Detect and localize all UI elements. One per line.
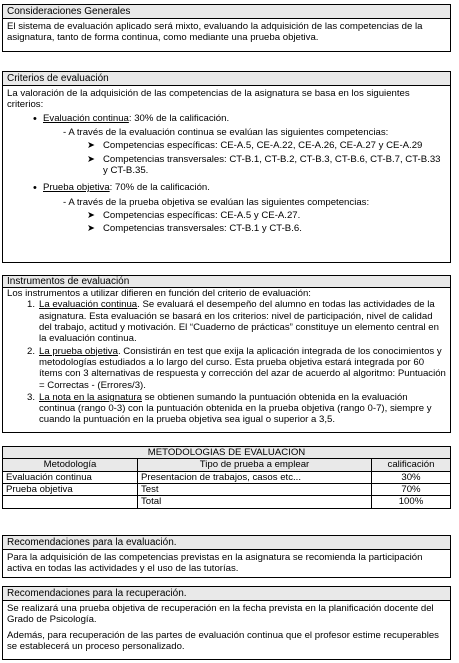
instrumento-item: 3. La nota en la asignatura se obtienen sumando la puntuación obtenida en la evaluación continua (rango 0-3) con la puntuación obtenida en la prueba objetiva (rango 0-7), siempre y cuando la puntuación en la prueba objetiva sea igual o superior a 3,5.	[27, 391, 432, 426]
consideraciones-section	[2, 4, 451, 52]
criterios-section	[2, 71, 451, 263]
criterio-sub: - A través de la prueba objetiva se evalúan las siguientes competencias:	[63, 196, 370, 208]
criterio-name: Evaluación continua	[43, 112, 129, 124]
table-row: Total 100%	[3, 496, 451, 508]
criterio-sub: - A través de la evaluación continua se evalúan las siguientes competencias:	[63, 126, 389, 138]
arrow-bullet-icon: ➤	[87, 140, 96, 152]
criterio-transversal: ➤ Competencias transversales: CT-B.1, CT-B.2, CT-B.3, CT-B.6, CT-B.7, CT-B.33 y CT-B.35.	[87, 153, 441, 176]
instrumentos-title: Instrumentos de evaluación	[3, 276, 450, 288]
recomendaciones-recuperacion-section	[2, 586, 451, 660]
criterio-item: • Evaluación continua: 30% de la calificación. - A través de la evaluación continua se evalúan las siguientes competencias: ➤ Competencias específicas: CE-A.5, CE-A.22, CE-A.26, CE-A.27 y CE-A.29 ➤ Competencias transversales: CT-B.1, CT-B.2, CT-B.3, CT-B.6, CT-B.7, CT-B.33 y CT-B.35.	[7, 113, 446, 177]
instrumentos-section	[2, 275, 451, 433]
table-row: Evaluación continua Presentacion de trabajos, casos etc... 30%	[3, 471, 451, 483]
header-calificacion: calificación	[372, 459, 451, 471]
recomendaciones-evaluacion-text: Para la adquisición de las competencias previstas en la asignatura se recomienda la participación activa en todas las actividades y el uso de las tutorías.	[7, 552, 423, 575]
criterio-item: • Prueba objetiva: 70% de la calificación. - A través de la prueba objetiva se evalúan las siguientes competencias: ➤ Competencias específicas: CE-A.5 y CE-A.27. ➤ Competencias transversales: CT-B.1 y CT-B.6.	[7, 182, 446, 234]
arrow-bullet-icon: ➤	[87, 153, 96, 165]
recomendaciones-evaluacion-section	[2, 535, 451, 578]
recomendaciones-recuperacion-title: Recomendaciones para la recuperación.	[3, 587, 450, 601]
header-metodologia: Metodología	[3, 459, 138, 471]
arrow-bullet-icon: ➤	[87, 209, 96, 221]
consideraciones-title: Consideraciones Generales	[3, 5, 450, 19]
criterios-title: Criterios de evaluación	[3, 72, 450, 86]
arrow-bullet-icon: ➤	[87, 223, 96, 235]
instrumentos-intro: Los instrumentos a utilizar difieren en función del criterio de evaluación:	[7, 288, 311, 299]
criterio-name: Prueba objetiva	[43, 182, 110, 194]
metodologias-table	[2, 446, 451, 510]
instrumento-item: 2. La prueba objetiva. Consistirán en test que exija la aplicación integrada de los conocimientos y metodologías estudiados a lo largo del curso. Esta prueba objetiva estará integrada por 60 ítems con 3 alternativas de respuesta y corrección del azar de acuerdo al algoritmo: Puntuación = Correctas - (Errores/3).	[27, 345, 446, 391]
recuperacion-text-1: Se realizará una prueba objetiva de recuperación en la fecha prevista en la planificación docente del Grado de Psicología.	[7, 603, 434, 626]
recuperacion-text-2: Además, para recuperación de las partes de evaluación continua que el profesor estime recuperables se establecerá un proceso personalizado.	[7, 629, 439, 652]
criterio-transversal: ➤ Competencias transversales: CT-B.1 y CT-B.6.	[87, 223, 302, 235]
metodologias-title: METODOLOGIAS DE EVALUACION	[3, 447, 451, 459]
criterio-specific: ➤ Competencias específicas: CE-A.5, CE-A.22, CE-A.26, CE-A.27 y CE-A.29	[87, 140, 423, 152]
consideraciones-text: El sistema de evaluación aplicado será mixto, evaluando la adquisición de las competencias de la asignatura, tanto de forma continua, como mediante una prueba objetiva.	[7, 21, 423, 44]
criterios-intro: La valoración de la adquisición de las competencias de la asignatura se basa en los siguientes criterios:	[7, 88, 410, 111]
criterio-specific: ➤ Competencias específicas: CE-A.5 y CE-A.27.	[87, 209, 301, 221]
header-tipo: Tipo de prueba a emplear	[138, 459, 372, 471]
recomendaciones-evaluacion-title: Recomendaciones para la evaluación.	[3, 536, 450, 550]
table-row: Prueba objetiva Test 70%	[3, 483, 451, 495]
instrumento-item: 1. La evaluación continua. Se evaluará el desempeño del alumno en todas las actividades de la asignatura. Esta evaluación se basará en los criterios: nivel de participación, nivel de calidad del trabajo, actitud y motivación. El “Cuaderno de prácticas” constituye un elemento central en la evaluación continua.	[27, 299, 439, 345]
